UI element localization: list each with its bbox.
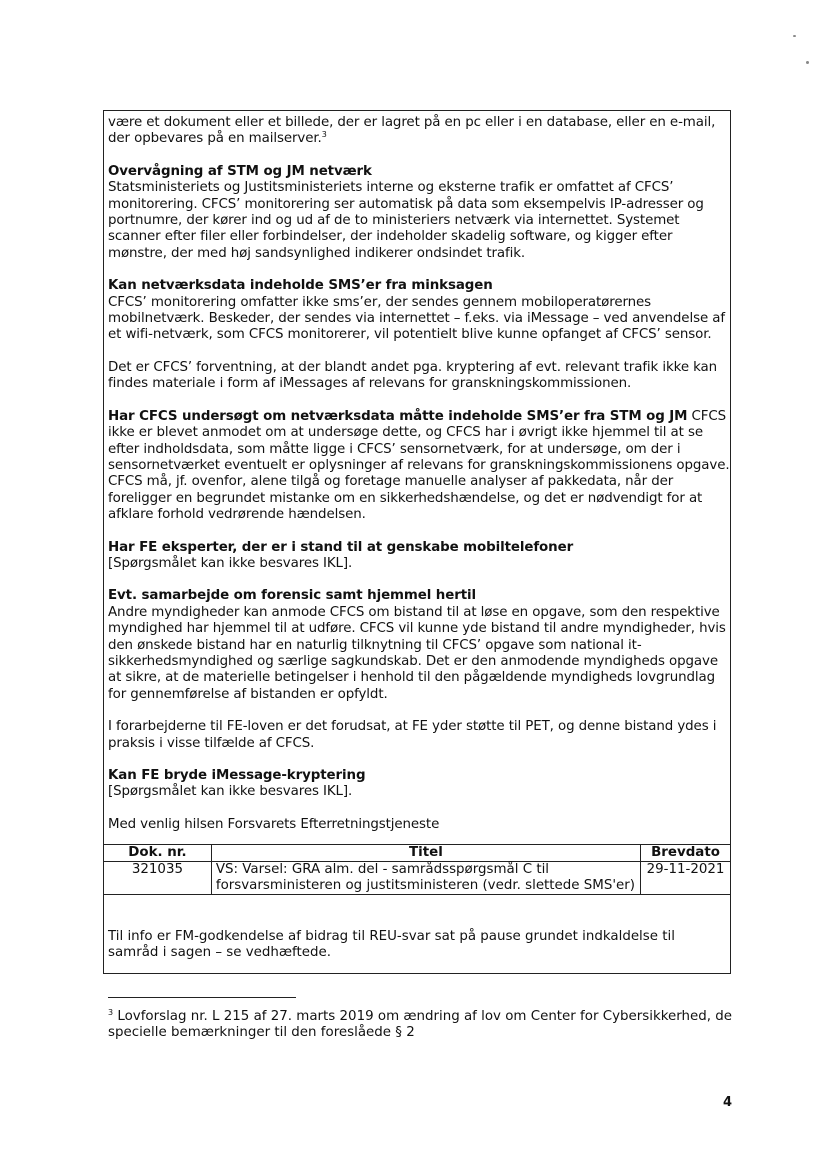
section-fe-experts [108, 540, 730, 573]
section-heading: Har CFCS undersøgt om netværksdata måtte indeholde SMS’er fra STM og JM [108, 408, 688, 424]
section-heading: Har FE eksperter, der er i stand til at genskabe mobiltelefoner [108, 539, 574, 555]
column-header-brevdato: Brevdato [641, 845, 731, 862]
section-text: [Spørgsmålet kan ikke besvares IKL]. [108, 784, 353, 800]
footnote-text: Lovforslag nr. L 215 af 27. marts 2019 om ændring af lov om Center for Cybersikkerhed, de specielle bemærkninger til den foreslåede § 2 [108, 1009, 732, 1041]
column-header-titel: Titel [211, 845, 640, 862]
table-row [104, 862, 731, 895]
cell-titel: VS: Varsel: GRA alm. del - samrådsspørgsmål C til forsvarsministeren og justitsministeren (vedr. slettede SMS'er) [211, 862, 640, 895]
section-heading: Overvågning af STM og JM netværk [108, 163, 372, 179]
footnote-divider [108, 997, 296, 998]
section-text: [Spørgsmålet kan ikke besvares IKL]. [108, 555, 353, 571]
letter-body [108, 115, 730, 849]
cell-brevdato: 29-11-2021 [641, 862, 731, 895]
section-heading: Kan netværksdata indeholde SMS’er fra minksagen [108, 278, 493, 294]
table-header-row [104, 845, 731, 862]
scan-speck [793, 35, 796, 37]
paragraph-fe-law: I forarbejderne til FE-loven er det forudsat, at FE yder støtte til PET, og denne bistand ydes i praksis i visse tilfælde af CFCS. [108, 719, 717, 751]
column-header-dok-nr: Dok. nr. [104, 845, 212, 862]
document-table [103, 844, 731, 895]
footnote-number: 3 [108, 1008, 114, 1017]
page-number: 4 [723, 1095, 733, 1110]
cell-dok-nr: 321035 [104, 862, 212, 895]
section-cfcs-investigation [108, 409, 730, 524]
footnote [108, 1009, 733, 1042]
section-sms-in-network-data [108, 278, 730, 344]
paragraph-expectation: Det er CFCS’ forventning, at der blandt andet pga. kryptering af evt. relevant trafik ikke kan findes materiale i form af iMessages af relevans for granskningskommissionen. [108, 359, 718, 392]
section-text: CFCS’ monitorering omfatter ikke sms’er, der sendes gennem mobiloperatørernes mobilnetværk. Beskeder, der sendes via internettet – f.eks. via iMessage – ved anvendelse af et wifi-netværk, som CFCS monitorerer, vil potentielt blive kunne opfanget af CFCS’ sensor. [108, 294, 725, 343]
section-text: Statsministeriets og Justitsministeriets interne og eksterne trafik er omfattet af CFCS’ monitorering. CFCS’ monitorering ser automatisk på data som eksempelvis IP-adresser og portnumre, der kører ind og ud af de to ministeriers netværk via internettet. Systemet scanner efter filer eller forbindelser, der indeholder skadelig software, og kigger efter mønstre, der med høj sandsynlighed indikerer ondsindet trafik. [108, 180, 704, 261]
section-network-monitoring [108, 164, 730, 262]
closing-line: Med venlig hilsen Forsvarets Efterretningstjeneste [108, 816, 440, 832]
section-text: Andre myndigheder kan anmode CFCS om bistand til at løse en opgave, som den respektive myndighed har hjemmel til at udføre. CFCS vil kunne yde bistand til andre myndigheder, hvis den ønskede bistand har en naturlig tilknytning til CFCS’ opgave som national it-sikkerhedsmyndighed og særlige sagkundskab. Det er den anmodende myndigheds opgave at sikre, at de materielle betingelser i henhold til den pågældende myndigheds lovgrundlag for gennemførelse af bistanden er opfyldt. [108, 604, 726, 702]
section-text: CFCS ikke er blevet anmodet om at undersøge dette, og CFCS har i øvrigt ikke hjemmel til at se efter indholdsdata, som måtte ligge i CFCS’ sensornetværk, for at undersøge, om der i sensornetværket eventuelt er oplysninger af relevans for granskningskommissionens opgave. CFCS må, jf. ovenfor, alene tilgå og foretage manuelle analyser af pakkedata, når der foreligger en begrundet mistanke om en sikkerhedshændelse, og det er nødvendigt for at afklare forhold vedrørende hændelsen. [108, 408, 730, 523]
footnote-ref: 3 [321, 130, 327, 140]
section-heading: Evt. samarbejde om forensic samt hjemmel hertil [108, 588, 476, 604]
scan-speck [806, 61, 809, 64]
info-note: Til info er FM-godkendelse af bidrag til REU-svar sat på pause grundet indkaldelse til samråd i sagen – se vedhæftede. [108, 929, 675, 961]
section-imessage-encryption [108, 768, 730, 801]
intro-text: være et dokument eller et billede, der er lagret på en pc eller i en database, eller en e-mail, der opbevares på en mailserver. [108, 115, 716, 147]
section-heading: Kan FE bryde iMessage-kryptering [108, 768, 366, 783]
section-forensic-cooperation [108, 588, 730, 703]
intro-paragraph [108, 115, 730, 148]
